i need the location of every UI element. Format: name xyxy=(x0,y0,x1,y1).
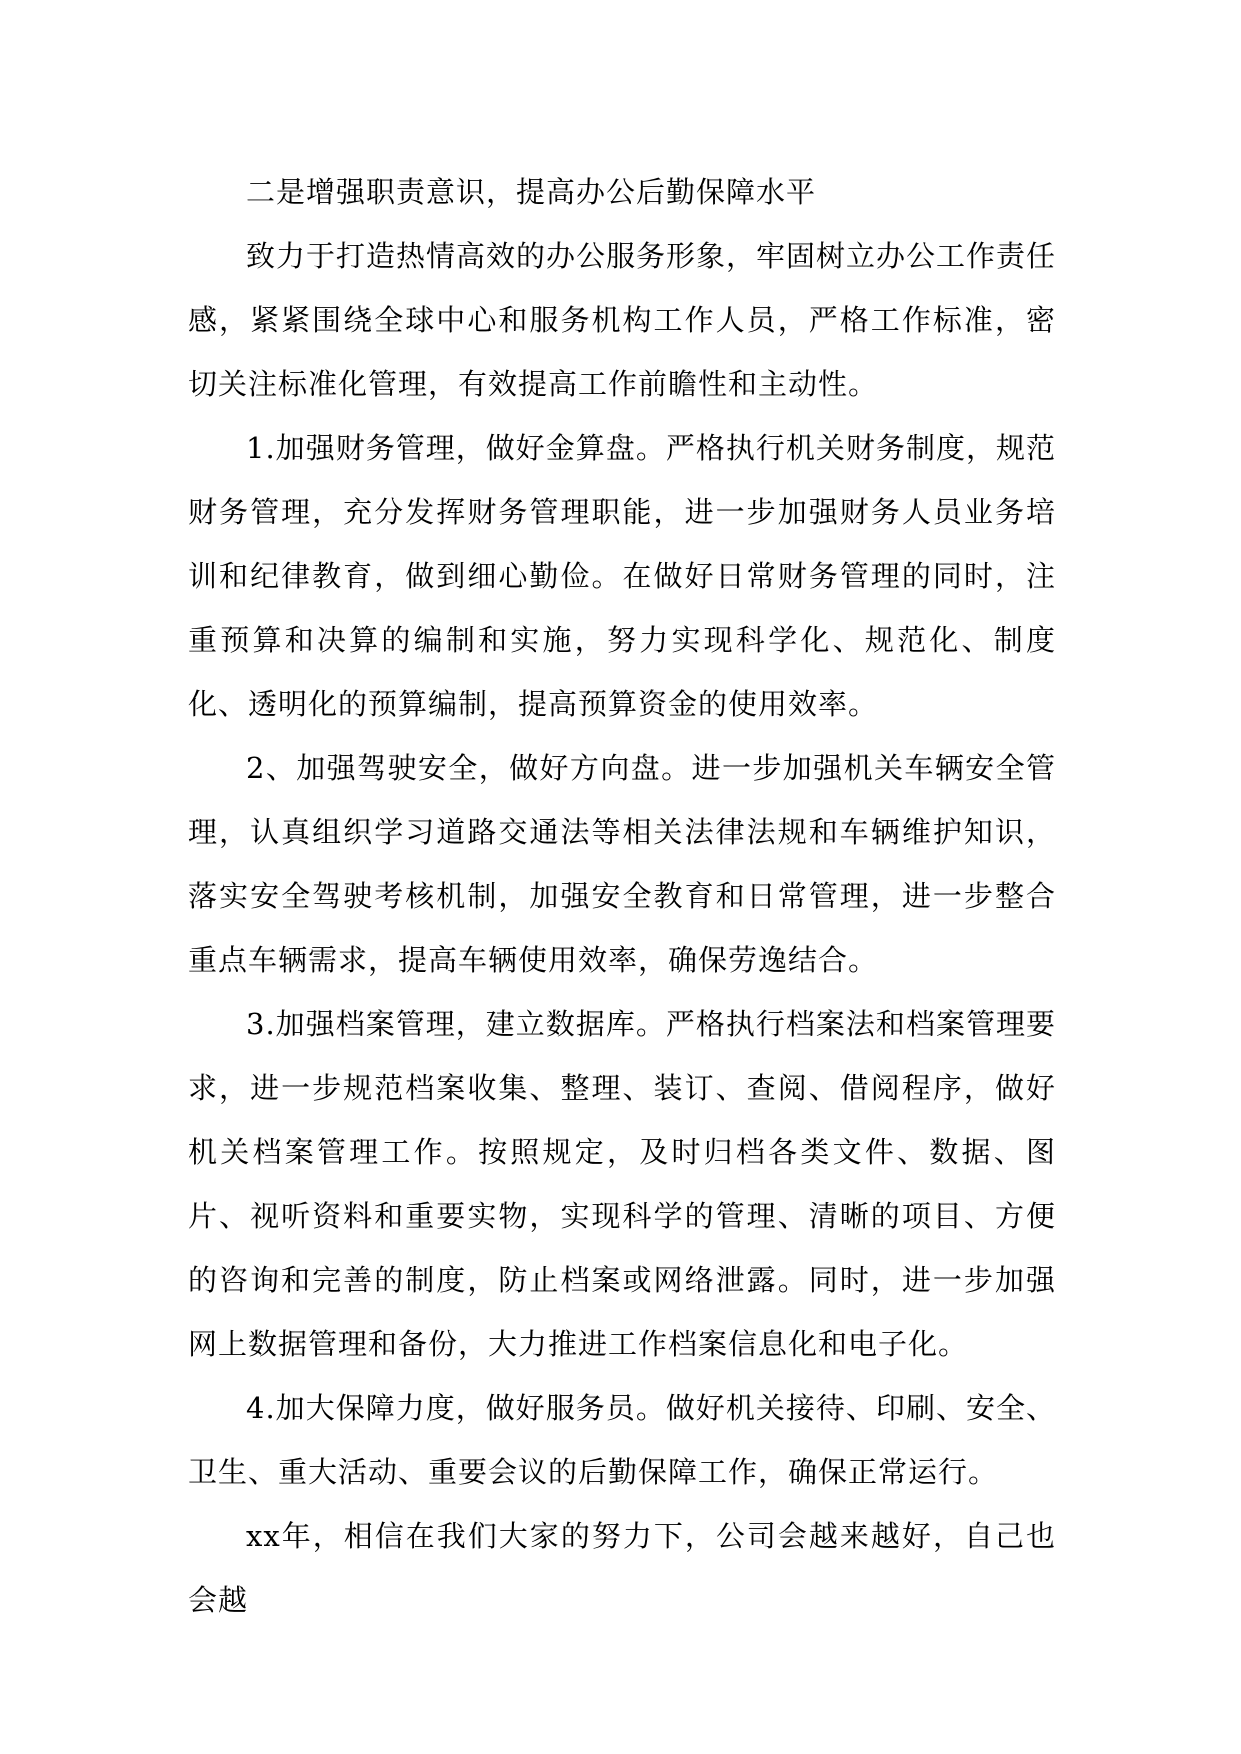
section-heading: 二是增强职责意识，提高办公后勤保障水平 xyxy=(246,175,817,209)
document-body xyxy=(188,160,1056,1632)
paragraph-finance: 1.加强财务管理，做好金算盘。严格执行机关财务制度，规范财务管理，充分发挥财务管理职能，进一步加强财务人员业务培训和纪律教育，做到细心勤俭。在做好日常财务管理的同时，注重预算和决算的编制和实施，努力实现科学化、规范化、制度化、透明化的预算编制，提高预算资金的使用效率。 xyxy=(188,431,1056,721)
paragraph-support: 4.加大保障力度，做好服务员。做好机关接待、印刷、安全、卫生、重大活动、重要会议的后勤保障工作，确保正常运行。 xyxy=(188,1391,1056,1489)
paragraph-closing: xx年，相信在我们大家的努力下，公司会越来越好，自己也会越 xyxy=(188,1519,1056,1617)
paragraph-intro: 致力于打造热情高效的办公服务形象，牢固树立办公工作责任感，紧紧围绕全球中心和服务机构工作人员，严格工作标准，密切关注标准化管理，有效提高工作前瞻性和主动性。 xyxy=(188,239,1057,401)
paragraph-driving-safety: 2、加强驾驶安全，做好方向盘。进一步加强机关车辆安全管理，认真组织学习道路交通法等相关法律法规和车辆维护知识，落实安全驾驶考核机制，加强安全教育和日常管理，进一步整合重点车辆需求，提高车辆使用效率，确保劳逸结合。 xyxy=(188,751,1056,977)
paragraph-archives: 3.加强档案管理，建立数据库。严格执行档案法和档案管理要求，进一步规范档案收集、整理、装订、查阅、借阅程序，做好机关档案管理工作。按照规定，及时归档各类文件、数据、图片、视听资料和重要实物，实现科学的管理、清晰的项目、方便的咨询和完善的制度，防止档案或网络泄露。同时，进一步加强网上数据管理和备份，大力推进工作档案信息化和电子化。 xyxy=(188,1007,1056,1361)
